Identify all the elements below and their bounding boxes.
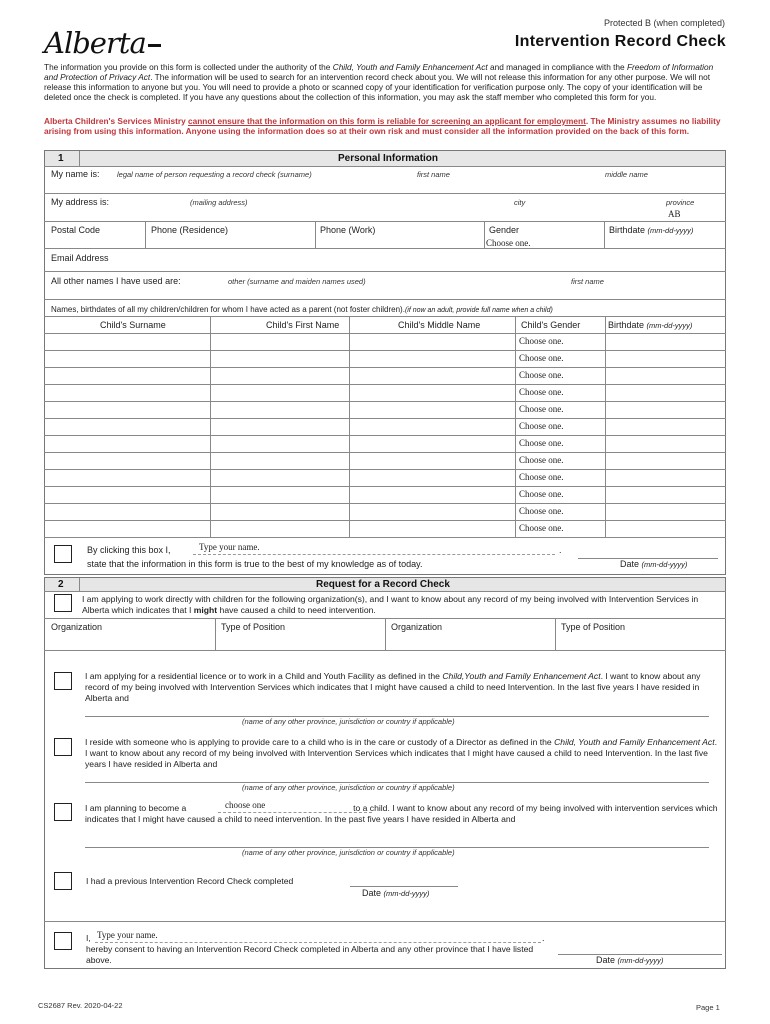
child-first-name-input[interactable] [211, 419, 348, 434]
children-column-line [515, 316, 516, 537]
child-gender-select[interactable]: Choose one. [519, 370, 564, 380]
other-province-hint-2: (name of any other province, jurisdiction or country if applicable) [242, 783, 455, 792]
children-table [44, 316, 726, 540]
child-middle-name-input[interactable] [350, 351, 514, 366]
warning-paragraph: Alberta Children's Services Ministry cannot ensure that the information on this form is reliable for screening an applicant for employment. The Ministry assumes no liability arising from using this information. Anyone using the information does so at their own risk and must consider all the information provided on the back of this form. [44, 116, 721, 136]
child-surname-input[interactable] [45, 351, 209, 366]
consent-text: hereby consent to having an Intervention Record Check completed in Alberta and any other province that I have listed above. [86, 944, 534, 965]
child-first-name-input[interactable] [211, 436, 348, 451]
attest-statement: state that the information in this form is true to the best of my knowledge as of today. [87, 559, 423, 569]
child-birthdate-input[interactable] [606, 351, 725, 366]
consent-date-label: Date (mm-dd-yyyy) [596, 955, 664, 965]
option-reside-with-applicant-checkbox[interactable] [54, 738, 72, 756]
consent-name-input[interactable]: Type your name. [97, 930, 158, 940]
child-first-name-input[interactable] [211, 351, 348, 366]
child-gender-select[interactable]: Choose one. [519, 336, 564, 346]
section-1-number: 1 [58, 153, 64, 164]
attest-date-input[interactable] [580, 546, 710, 558]
intro-paragraph: The information you provide on this form is collected under the authority of the Child, Youth and Family Enhancement Act and managed in compliance with the Freedom of Information and Protection of Privacy Act. The information will be used to search for an intervention record check about you. We will not release this information for any other purpose. We will not release this information to anyone but you. You will need to provide a photo or scanned copy of your identification for verification purpose only. The copy of your identification will be deleted once the check is completed. If you have any questions about the collection of this information, you may ask the staff member who completed this form for you. [44, 62, 714, 102]
col-child-middle-name: Child's Middle Name [398, 320, 481, 330]
option-previous-check-text: I had a previous Intervention Record Check completed [86, 876, 294, 886]
planning-role-select[interactable]: choose one [225, 800, 266, 810]
child-middle-name-input[interactable] [350, 521, 514, 536]
child-surname-input[interactable] [45, 487, 209, 502]
attest-label: By clicking this box I, [87, 545, 171, 555]
child-surname-input[interactable] [45, 419, 209, 434]
option-residential-licence-checkbox[interactable] [54, 672, 72, 690]
mailing-address-hint: (mailing address) [190, 198, 248, 207]
other-first-name-hint: first name [571, 277, 604, 286]
child-birthdate-input[interactable] [606, 368, 725, 383]
section-2-number: 2 [58, 579, 64, 590]
child-gender-select[interactable]: Choose one. [519, 438, 564, 448]
child-first-name-input[interactable] [211, 504, 348, 519]
child-birthdate-input[interactable] [606, 487, 725, 502]
phone-residence-label: Phone (Residence) [151, 225, 229, 235]
city-hint: city [514, 198, 526, 207]
child-middle-name-input[interactable] [350, 487, 514, 502]
child-gender-select[interactable]: Choose one. [519, 455, 564, 465]
section-1-title: Personal Information [338, 153, 439, 164]
child-birthdate-input[interactable] [606, 504, 725, 519]
child-birthdate-input[interactable] [606, 521, 725, 536]
child-birthdate-input[interactable] [606, 419, 725, 434]
other-province-hint-3: (name of any other province, jurisdiction or country if applicable) [242, 848, 455, 857]
name-label: My name is: [51, 169, 100, 179]
col-child-gender: Child's Gender [521, 320, 581, 330]
child-middle-name-input[interactable] [350, 470, 514, 485]
child-middle-name-input[interactable] [350, 368, 514, 383]
child-surname-input[interactable] [45, 334, 209, 349]
email-label: Email Address [51, 253, 109, 263]
child-middle-name-input[interactable] [350, 419, 514, 434]
other-province-input-1[interactable] [85, 704, 709, 716]
attest-date-label: Date (mm-dd-yyyy) [620, 559, 688, 569]
option-work-with-children-checkbox[interactable] [54, 594, 72, 612]
child-gender-select[interactable]: Choose one. [519, 489, 564, 499]
child-middle-name-input[interactable] [350, 504, 514, 519]
child-surname-input[interactable] [45, 504, 209, 519]
form-title: Intervention Record Check [514, 33, 726, 50]
consent-period: . [542, 933, 545, 943]
child-surname-input[interactable] [45, 385, 209, 400]
child-surname-input[interactable] [45, 436, 209, 451]
child-surname-input[interactable] [45, 470, 209, 485]
middle-name-hint: middle name [605, 170, 648, 179]
child-gender-select[interactable]: Choose one. [519, 421, 564, 431]
gender-select[interactable]: Choose one. [486, 238, 531, 248]
child-gender-select[interactable]: Choose one. [519, 472, 564, 482]
organization-label-1: Organization [51, 622, 103, 632]
option-residential-licence-text: I am applying for a residential licence or to work in a Child and Youth Facility as defined in the Child,Youth and Family Enhancement Act. I want to know about any record of my being involved with Intervention Services which indicates that I might have caused a child to need Intervention. In the last five years I have resided in Alberta and [85, 671, 701, 703]
other-names-hint: other (surname and maiden names used) [228, 277, 366, 286]
child-birthdate-input[interactable] [606, 470, 725, 485]
child-first-name-input[interactable] [211, 368, 348, 383]
child-surname-input[interactable] [45, 453, 209, 468]
consent-i: I, [86, 933, 91, 943]
protected-label: Protected B (when completed) [603, 18, 725, 28]
child-gender-select[interactable]: Choose one. [519, 404, 564, 414]
attest-period: . [559, 545, 562, 555]
province-hint: province [666, 198, 695, 207]
child-gender-select[interactable]: Choose one. [519, 506, 564, 516]
col-child-surname: Child's Surname [100, 320, 166, 330]
child-birthdate-input[interactable] [606, 453, 725, 468]
option-reside-with-applicant-text: I reside with someone who is applying to provide care to a child who is in the care or custody of a Director as defined in the Child, Youth and Family Enhancement Act. I want to know about any record of my being involved with Intervention Services which indicates that I might have caused a child to need Intervention. In the last five years I have resided in Alberta and [85, 737, 717, 769]
attest-name-input[interactable]: Type your name. [199, 542, 260, 552]
organization-label-2: Organization [391, 622, 443, 632]
previous-check-date-label: Date (mm-dd-yyyy) [362, 888, 430, 898]
child-birthdate-input[interactable] [606, 402, 725, 417]
section-2-title: Request for a Record Check [316, 579, 450, 590]
other-names-label: All other names I have used are: [51, 276, 181, 286]
address-label: My address is: [51, 197, 110, 207]
phone-work-label: Phone (Work) [320, 225, 376, 235]
child-middle-name-input[interactable] [350, 385, 514, 400]
child-birthdate-input[interactable] [606, 334, 725, 349]
postal-code-label: Postal Code [51, 225, 101, 235]
child-first-name-input[interactable] [211, 470, 348, 485]
option-planning-to-become-checkbox[interactable] [54, 803, 72, 821]
option-previous-check-checkbox[interactable] [54, 872, 72, 890]
child-gender-select[interactable]: Choose one. [519, 353, 564, 363]
child-middle-name-input[interactable] [350, 334, 514, 349]
child-first-name-input[interactable] [211, 334, 348, 349]
first-name-hint: first name [417, 170, 450, 179]
children-row-line [44, 537, 726, 538]
child-surname-input[interactable] [45, 521, 209, 536]
child-surname-input[interactable] [45, 368, 209, 383]
child-middle-name-input[interactable] [350, 436, 514, 451]
children-label: Names, birthdates of all my children/children for whom I have acted as a parent (not foster children).(if now an adult, provide full name when a child) [51, 305, 553, 314]
birthdate-label: Birthdate (mm-dd-yyyy) [609, 225, 694, 235]
position-label-1: Type of Position [221, 622, 286, 632]
child-first-name-input[interactable] [211, 453, 348, 468]
child-gender-select[interactable]: Choose one. [519, 523, 564, 533]
consent-checkbox[interactable] [54, 932, 72, 950]
col-child-first-name: Child's First Name [266, 320, 340, 330]
position-label-2: Type of Position [561, 622, 626, 632]
page-number: Page 1 [696, 1003, 720, 1012]
child-birthdate-input[interactable] [606, 436, 725, 451]
attest-checkbox[interactable] [54, 545, 72, 563]
child-middle-name-input[interactable] [350, 453, 514, 468]
other-province-hint-1: (name of any other province, jurisdiction or country if applicable) [242, 717, 455, 726]
form-id: CS2687 Rev. 2020-04-22 [38, 1001, 123, 1010]
child-middle-name-input[interactable] [350, 402, 514, 417]
other-province-input-2[interactable] [85, 770, 709, 782]
surname-hint: legal name of person requesting a record check (surname) [117, 170, 312, 179]
child-surname-input[interactable] [45, 402, 209, 417]
child-first-name-input[interactable] [211, 521, 348, 536]
alberta-logo: Alberta [44, 26, 161, 60]
child-first-name-input[interactable] [211, 487, 348, 502]
gender-label: Gender [489, 225, 520, 235]
child-first-name-input[interactable] [211, 402, 348, 417]
option-work-with-children-text: I am applying to work directly with children for the following organization(s), and I want to know about any record of my being involved with Intervention Services in Alberta which indicates that I might have caused a child to need intervention. [82, 594, 699, 615]
child-gender-select[interactable]: Choose one. [519, 387, 564, 397]
child-first-name-input[interactable] [211, 385, 348, 400]
name-input[interactable] [45, 180, 725, 192]
col-child-birthdate: Birthdate (mm-dd-yyyy) [608, 320, 693, 330]
child-birthdate-input[interactable] [606, 385, 725, 400]
province-input[interactable]: AB [668, 209, 681, 219]
option-planning-to-become-text: I am planning to become a to a child. I want to know about any record of my being involved with intervention services which indicates that I might have caused a child to need intervention. In the past five years I have resided in Alberta and [85, 803, 718, 824]
